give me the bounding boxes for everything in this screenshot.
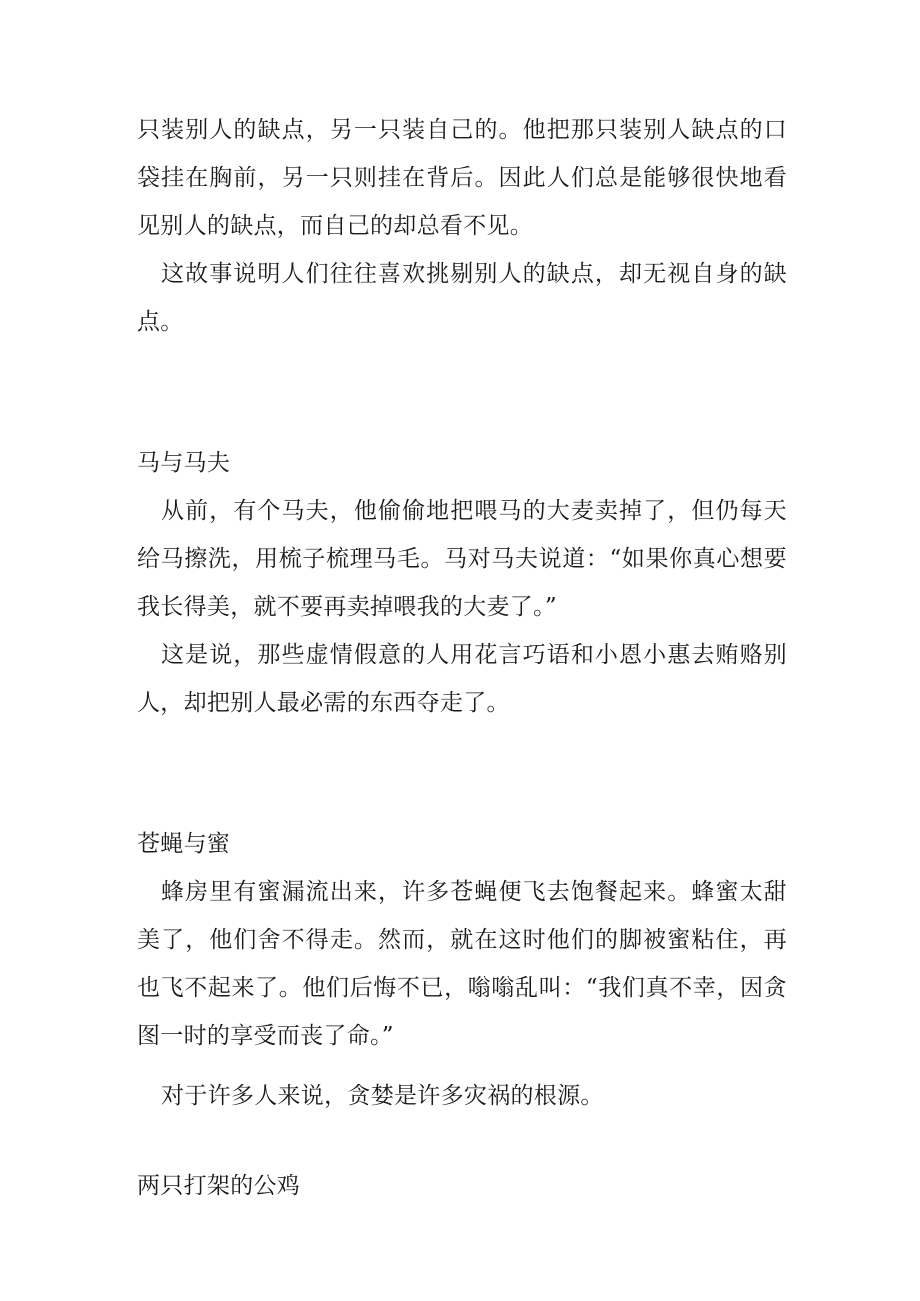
spacer <box>137 346 787 439</box>
paragraph: 蜂房里有蜜漏流出来，许多苍蝇便飞去饱餐起来。蜂蜜太甜美了，他们舍不得走。然而，就在这时他们的脚被蜜粘住，再也飞不起来了。他们后悔不已，嗡嗡乱叫：“我们真不幸，因贪图一时的享受而丧了命。” <box>137 879 787 1049</box>
spacer <box>137 727 787 820</box>
paragraph-moral: 这故事说明人们往往喜欢挑剔别人的缺点，却无视自身的缺点。 <box>137 261 787 335</box>
story-title: 马与马夫 <box>137 450 231 476</box>
document-page <box>137 106 787 1210</box>
spacer <box>137 1120 787 1162</box>
story-title: 两只打架的公鸡 <box>137 1173 301 1199</box>
paragraph-moral: 这是说，那些虚情假意的人用花言巧语和小恩小惠去贿赂别人，却把别人最必需的东西夺走了。 <box>137 642 787 716</box>
paragraph: 从前，有个马夫，他偷偷地把喂马的大麦卖掉了，但仍每天给马擦洗，用梳子梳理马毛。马对马夫说道：“如果你真心想要我长得美，就不要再卖掉喂我的大麦了。” <box>137 498 787 620</box>
spacer <box>137 1060 787 1072</box>
paragraph-moral: 对于许多人来说，贪婪是许多灾祸的根源。 <box>161 1083 604 1109</box>
story-title: 苍蝇与蜜 <box>137 831 231 857</box>
paragraph: 只装别人的缺点，另一只装自己的。他把那只装别人缺点的口袋挂在胸前，另一只则挂在背后。因此人们总是能够很快地看见别人的缺点，而自己的却总看不见。 <box>137 117 787 239</box>
